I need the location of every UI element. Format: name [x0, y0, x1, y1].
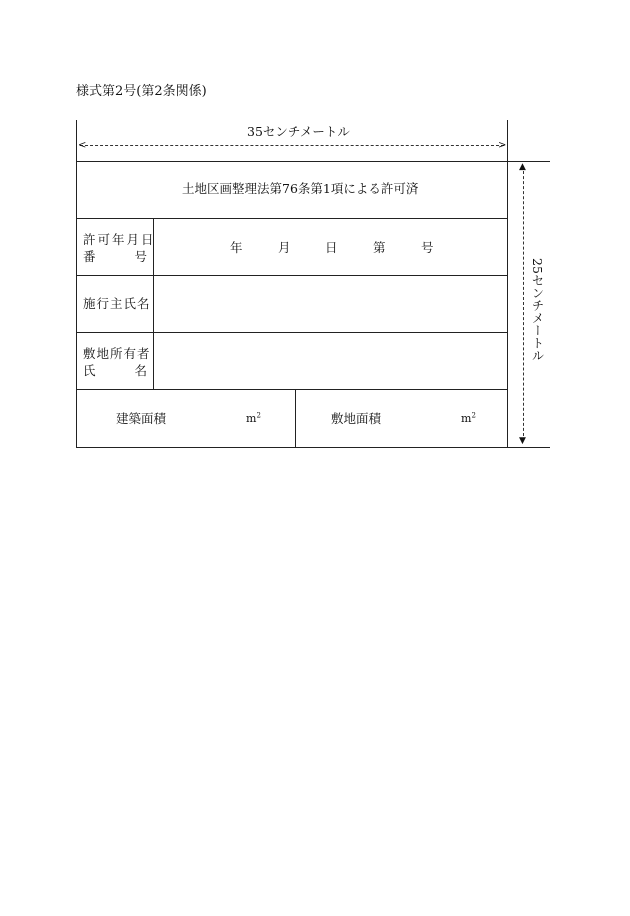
permit-number-label-char1: 番: [83, 249, 96, 264]
row-divider-4: [76, 389, 508, 390]
row-divider-3: [76, 332, 508, 333]
permit-date-label-line1: 許可年月日: [83, 232, 156, 247]
owner-label-line1: 敷地所有者: [83, 346, 151, 361]
date-month-field: 月: [278, 240, 291, 255]
frame-bottom-border: [76, 447, 550, 448]
width-dimension-line: [80, 145, 504, 147]
building-area-unit-exponent: 2: [256, 411, 261, 420]
arrow-down-icon: ▼: [519, 436, 526, 446]
permit-number-label-char2: 号: [134, 249, 147, 264]
owner-name-label-char2: 名: [134, 363, 147, 378]
arrow-up-icon: ▲: [519, 162, 526, 172]
arrow-left-icon: <: [78, 140, 87, 151]
building-area-label: 建築面積: [116, 411, 167, 426]
height-dimension-label: 25センチメートル: [530, 258, 545, 362]
owner-name-label-char1: 氏: [83, 363, 96, 378]
owner-name-label: [83, 363, 147, 379]
number-suffix-field: 号: [421, 240, 434, 255]
frame-right-border: [507, 120, 508, 448]
site-area-unit-base: m: [461, 412, 472, 425]
width-dimension-label: 35センチメートル: [247, 124, 350, 139]
building-area-unit: [246, 411, 261, 427]
frame-left-border: [76, 120, 77, 448]
sign-header-text: 土地区画整理法第76条第1項による許可済: [182, 181, 419, 196]
number-prefix-field: 第: [373, 240, 386, 255]
permit-number-label: [83, 249, 147, 265]
site-area-label: 敷地面積: [331, 411, 382, 426]
row-divider-2: [76, 275, 508, 276]
owner-label: [83, 346, 151, 362]
row-divider-1: [76, 218, 508, 219]
building-area-unit-base: m: [246, 412, 257, 425]
area-column-divider: [295, 389, 296, 447]
form-caption: 様式第2号(第2条関係): [76, 84, 207, 99]
permit-date-label: [83, 232, 156, 248]
frame-top-border: [76, 161, 550, 162]
date-year-field: 年: [230, 240, 243, 255]
applicant-name-label: 施行主氏名: [83, 296, 151, 311]
site-area-unit-exponent: 2: [471, 411, 476, 420]
arrow-right-icon: >: [498, 140, 507, 151]
site-area-unit: [461, 411, 476, 427]
height-dimension-line: [523, 166, 525, 441]
date-day-field: 日: [325, 240, 338, 255]
